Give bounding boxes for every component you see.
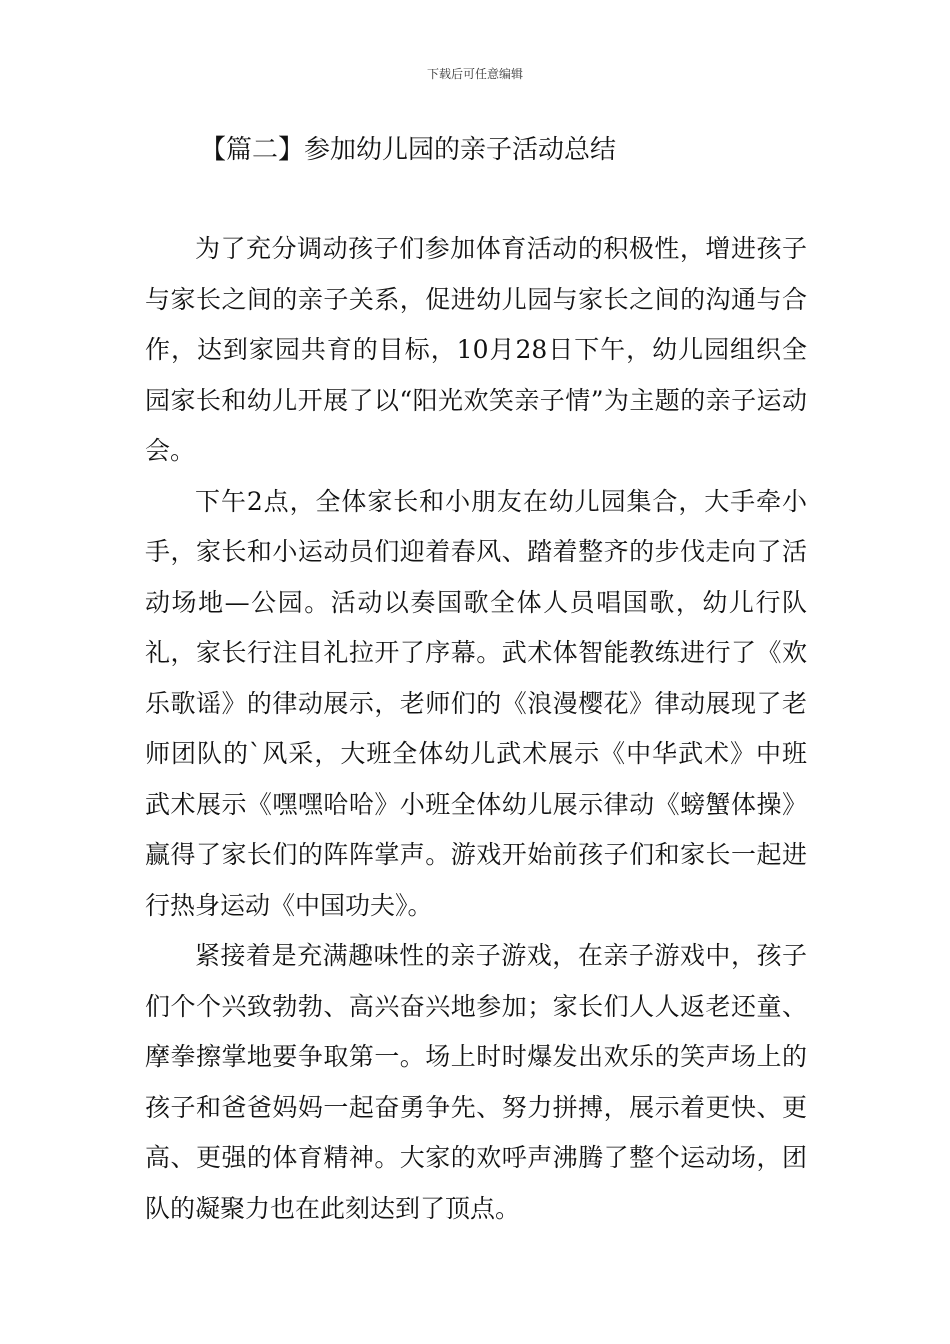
paragraph-2: 下午2点，全体家长和小朋友在幼儿园集合，大手牵小手，家长和小运动员们迎着春风、踏着整齐的步伐走向了活动场地—公园。活动以奏国歌全体人员唱国歌，幼儿行队礼，家长行注目礼拉开了序幕。武术体智能教练进行了《欢乐歌谣》的律动展示，老师们的《浪漫樱花》律动展现了老师团队的`风采，大班全体幼儿武术展示《中华武术》中班武术展示《嘿嘿哈哈》小班全体幼儿展示律动《螃蟹体操》赢得了家长们的阵阵掌声。游戏开始前孩子们和家长一起进行热身运动《中国功夫》。 — [145, 486, 807, 920]
document-body — [145, 224, 807, 1234]
document-title: 【篇二】参加幼儿园的亲子活动总结 — [200, 135, 617, 165]
paragraph-3: 紧接着是充满趣味性的亲子游戏，在亲子游戏中，孩子们个个兴致勃勃、高兴奋兴地参加；家长们人人返老还童、摩拳擦掌地要争取第一。场上时时爆发出欢乐的笑声场上的孩子和爸爸妈妈一起奋勇争先、努力拼搏，展示着更快、更高、更强的体育精神。大家的欢呼声沸腾了整个运动场，团队的凝聚力也在此刻达到了顶点。 — [145, 941, 807, 1223]
paragraph-1: 为了充分调动孩子们参加体育活动的积极性，增进孩子与家长之间的亲子关系，促进幼儿园与家长之间的沟通与合作，达到家园共育的目标，10月28日下午，幼儿园组织全园家长和幼儿开展了以“阳光欢笑亲子情”为主题的亲子运动会。 — [145, 234, 807, 465]
header-note: 下载后可任意编辑 — [426, 67, 523, 81]
